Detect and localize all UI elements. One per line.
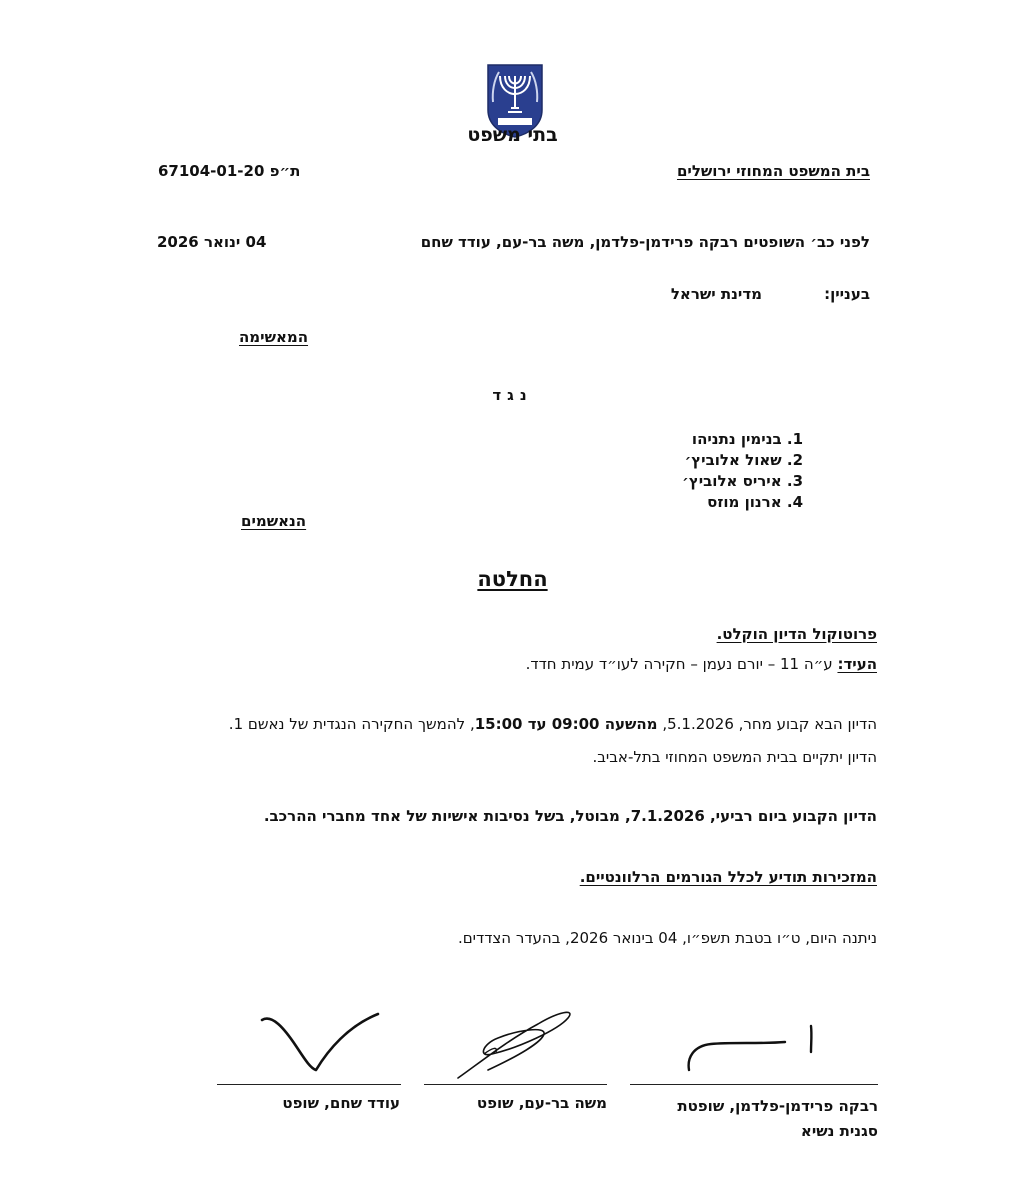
judge-name: רבקה פרידמן-פלדמן, שופטת [677,1097,878,1115]
signature-bar-am [448,1004,583,1084]
defendant-item: 2. שאול אלוביץ׳ [684,451,803,469]
next-hearing-part-3: , להמשך החקירה הנגדית של נאשם 1. [228,715,475,733]
versus-label: נגד [492,386,533,404]
signature-line [630,1084,878,1085]
matter-label: בעניין: [824,285,870,303]
next-hearing-line [229,715,877,733]
cancelled-hearing-line: הדיון הקבוע ביום רביעי, 7.1.2026, מבוטל, בשל נסיבות אישיות של אחד מחברי ההרכב. [263,807,877,825]
signature-line [424,1084,607,1085]
judge-signature-block [677,1094,878,1144]
court-name: בית המשפט המחוזי ירושלים [676,162,870,180]
next-hearing-hours: מהשעה 09:00 עד 15:00 [474,715,658,733]
witness-line [526,655,877,673]
case-number: ת״פ 67104-01-20 [158,162,301,180]
defendant-item: 4. ארנון מוזס [707,493,803,511]
prosecution-role: המאשימה [239,328,309,346]
court-system-title: בתי משפט [467,124,558,146]
judge-name: עודד שחם, שופט [282,1094,400,1112]
judge-title: סגנית נשיא [800,1122,878,1140]
signature-line [217,1084,401,1085]
defendants-list [682,429,803,513]
protocol-line: פרוטוקול הדיון הוקלט. [716,625,877,643]
witness-text: ע״ה 11 – יורם נעמן – חקירה לעו״ד עמית חדד. [525,655,838,673]
witness-label: העיד: [837,655,877,673]
prosecution-party: מדינת ישראל [670,285,762,303]
next-hearing-part-1: הדיון הבא קבוע מחר, 5.1.2026, [657,715,877,733]
defendant-item: 3. איריס אלוביץ׳ [682,472,803,490]
given-line: ניתנה היום, ט״ו בטבת תשפ״ו, 04 בינואר 2026, בהעדר הצדדים. [457,929,877,947]
judges-panel-line: לפני כב׳ השופטים רבקה פרידמן-פלדמן, משה בר-עם, עודד שחם [420,233,870,251]
defendants-role: הנאשמים [241,512,307,530]
defendant-item: 1. בנימין נתניהו [691,430,803,448]
judge-name: משה בר-עם, שופט [476,1094,607,1112]
decision-title: החלטה [477,567,548,591]
venue-line: הדיון יתקיים בבית המשפט המחוזי בתל-אביב. [592,748,877,766]
signature-friedman-feldman [683,1018,823,1078]
secretariat-line: המזכירות תודיע לכלל הגורמים הרלוונטיים. [579,868,877,886]
signature-shaham [258,1010,383,1074]
decision-date: 04 ינואר 2026 [157,233,267,251]
